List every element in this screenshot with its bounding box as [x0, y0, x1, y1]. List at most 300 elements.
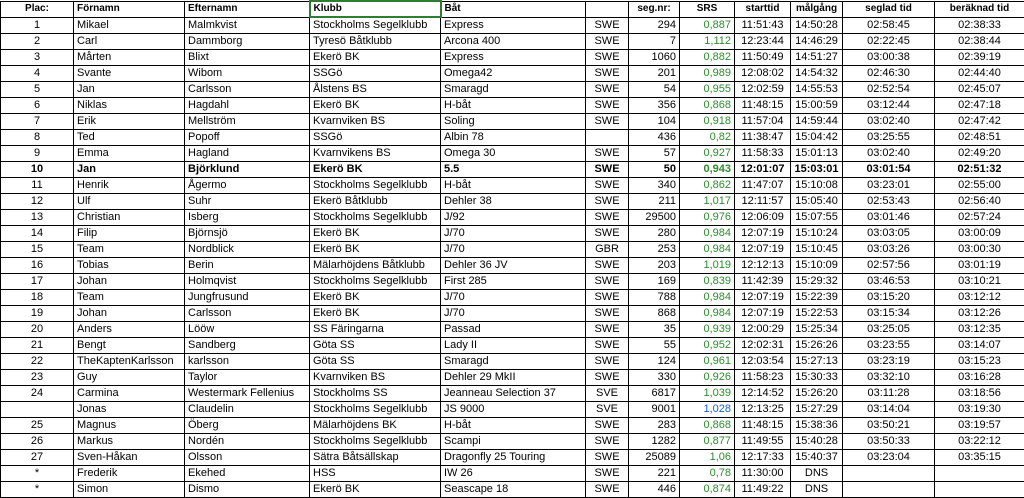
cell-beraknad[interactable]: 03:16:28 [935, 370, 1024, 386]
cell-starttid[interactable]: 12:06:09 [735, 210, 791, 226]
col-efternamn-header[interactable]: Efternamn [185, 1, 310, 17]
cell-starttid[interactable]: 12:11:57 [735, 194, 791, 210]
cell-segnr[interactable]: 283 [629, 418, 680, 434]
cell-beraknad[interactable] [935, 482, 1024, 498]
cell-seglad[interactable]: 03:00:38 [843, 50, 935, 66]
cell-land[interactable]: SWE [586, 450, 629, 466]
cell-malgang[interactable]: 14:50:28 [791, 17, 843, 34]
cell-bat[interactable]: Express [441, 17, 586, 34]
cell-malgang[interactable]: 15:22:53 [791, 306, 843, 322]
cell-land[interactable] [586, 130, 629, 146]
cell-efternamn[interactable]: Öberg [185, 418, 310, 434]
cell-seglad[interactable] [843, 466, 935, 482]
cell-efternamn[interactable]: Ågermo [185, 178, 310, 194]
cell-klubb[interactable]: Stockholms Segelklubb [310, 210, 441, 226]
cell-land[interactable]: SWE [586, 17, 629, 34]
cell-beraknad[interactable]: 03:12:12 [935, 290, 1024, 306]
cell-fornamn[interactable]: Jan [74, 162, 185, 178]
cell-klubb[interactable]: Kvarnviken BS [310, 114, 441, 130]
cell-srs[interactable]: 0,943 [680, 162, 735, 178]
cell-klubb[interactable]: Kvarnvikens BS [310, 146, 441, 162]
cell-malgang[interactable]: 15:26:26 [791, 338, 843, 354]
cell-srs[interactable]: 1,017 [680, 194, 735, 210]
cell-bat[interactable]: H-båt [441, 178, 586, 194]
cell-starttid[interactable]: 11:57:04 [735, 114, 791, 130]
cell-efternamn[interactable]: Popoff [185, 130, 310, 146]
col-starttid-header[interactable]: starttid [735, 1, 791, 17]
cell-efternamn[interactable]: Nordén [185, 434, 310, 450]
cell-beraknad[interactable]: 02:57:24 [935, 210, 1024, 226]
cell-seglad[interactable]: 03:14:04 [843, 402, 935, 418]
cell-seglad[interactable]: 03:03:05 [843, 226, 935, 242]
cell-beraknad[interactable]: 02:48:51 [935, 130, 1024, 146]
cell-klubb[interactable]: Ekerö BK [310, 290, 441, 306]
cell-efternamn[interactable]: Carlsson [185, 306, 310, 322]
cell-segnr[interactable]: 104 [629, 114, 680, 130]
cell-plac[interactable]: 5 [1, 82, 74, 98]
cell-fornamn[interactable]: TheKaptenKarlsson [74, 354, 185, 370]
cell-land[interactable]: SWE [586, 98, 629, 114]
cell-efternamn[interactable]: Westermark Fellenius [185, 386, 310, 402]
cell-srs[interactable]: 1,019 [680, 258, 735, 274]
cell-starttid[interactable]: 11:47:07 [735, 178, 791, 194]
cell-land[interactable]: SWE [586, 258, 629, 274]
cell-beraknad[interactable]: 02:47:18 [935, 98, 1024, 114]
cell-fornamn[interactable]: Johan [74, 274, 185, 290]
cell-klubb[interactable]: SSGö [310, 130, 441, 146]
cell-beraknad[interactable]: 02:47:42 [935, 114, 1024, 130]
cell-seglad[interactable]: 03:02:40 [843, 146, 935, 162]
cell-seglad[interactable]: 03:50:21 [843, 418, 935, 434]
cell-segnr[interactable]: 54 [629, 82, 680, 98]
col-beraknad-header[interactable]: beräknad tid [935, 1, 1024, 17]
cell-seglad[interactable]: 03:11:28 [843, 386, 935, 402]
cell-plac[interactable]: 17 [1, 274, 74, 290]
cell-efternamn[interactable]: Malmkvist [185, 17, 310, 34]
cell-malgang[interactable]: 15:10:08 [791, 178, 843, 194]
cell-efternamn[interactable]: Ekehed [185, 466, 310, 482]
cell-segnr[interactable]: 868 [629, 306, 680, 322]
cell-srs[interactable]: 0,877 [680, 434, 735, 450]
cell-land[interactable]: SWE [586, 162, 629, 178]
cell-efternamn[interactable]: Jungfrusund [185, 290, 310, 306]
cell-beraknad[interactable]: 02:49:20 [935, 146, 1024, 162]
cell-klubb[interactable]: Stockholms Segelklubb [310, 178, 441, 194]
cell-srs[interactable]: 1,06 [680, 450, 735, 466]
cell-land[interactable]: SVE [586, 402, 629, 418]
cell-srs[interactable]: 0,926 [680, 370, 735, 386]
cell-plac[interactable]: 12 [1, 194, 74, 210]
cell-fornamn[interactable]: Team [74, 242, 185, 258]
cell-srs[interactable]: 0,984 [680, 226, 735, 242]
cell-srs[interactable]: 0,862 [680, 178, 735, 194]
cell-fornamn[interactable]: Jonas [74, 402, 185, 418]
cell-fornamn[interactable]: Markus [74, 434, 185, 450]
cell-starttid[interactable]: 11:58:33 [735, 146, 791, 162]
cell-malgang[interactable]: 15:29:32 [791, 274, 843, 290]
cell-starttid[interactable]: 12:01:07 [735, 162, 791, 178]
cell-land[interactable]: SWE [586, 466, 629, 482]
cell-srs[interactable]: 1,112 [680, 34, 735, 50]
cell-plac[interactable]: 18 [1, 290, 74, 306]
cell-bat[interactable]: Dehler 36 JV [441, 258, 586, 274]
cell-starttid[interactable]: 12:14:52 [735, 386, 791, 402]
cell-starttid[interactable]: 12:07:19 [735, 306, 791, 322]
cell-srs[interactable]: 0,82 [680, 130, 735, 146]
cell-beraknad[interactable]: 03:01:19 [935, 258, 1024, 274]
cell-fornamn[interactable]: Ulf [74, 194, 185, 210]
col-seglad-header[interactable]: seglad tid [843, 1, 935, 17]
cell-land[interactable]: SWE [586, 322, 629, 338]
cell-seglad[interactable]: 03:23:55 [843, 338, 935, 354]
cell-plac[interactable]: 19 [1, 306, 74, 322]
cell-malgang[interactable]: 15:10:24 [791, 226, 843, 242]
cell-land[interactable]: SWE [586, 50, 629, 66]
cell-starttid[interactable]: 12:07:19 [735, 290, 791, 306]
cell-plac[interactable]: * [1, 466, 74, 482]
cell-plac[interactable]: 2 [1, 34, 74, 50]
cell-bat[interactable]: Smaragd [441, 354, 586, 370]
cell-segnr[interactable]: 6817 [629, 386, 680, 402]
cell-land[interactable]: SWE [586, 306, 629, 322]
cell-fornamn[interactable]: Frederik [74, 466, 185, 482]
cell-plac[interactable]: * [1, 482, 74, 498]
cell-srs[interactable]: 0,939 [680, 322, 735, 338]
col-fornamn-header[interactable]: Förnamn [74, 1, 185, 17]
cell-starttid[interactable]: 12:02:59 [735, 82, 791, 98]
cell-srs[interactable]: 0,961 [680, 354, 735, 370]
cell-segnr[interactable]: 253 [629, 242, 680, 258]
cell-plac[interactable]: 27 [1, 450, 74, 466]
cell-fornamn[interactable]: Sven-Håkan [74, 450, 185, 466]
cell-klubb[interactable]: Ekerö BK [310, 50, 441, 66]
cell-bat[interactable]: Scampi [441, 434, 586, 450]
cell-bat[interactable]: J/70 [441, 306, 586, 322]
cell-seglad[interactable]: 03:23:19 [843, 354, 935, 370]
cell-segnr[interactable]: 221 [629, 466, 680, 482]
cell-klubb[interactable]: Ekerö BK [310, 482, 441, 498]
cell-srs[interactable]: 0,952 [680, 338, 735, 354]
cell-plac[interactable]: 16 [1, 258, 74, 274]
cell-seglad[interactable]: 03:25:05 [843, 322, 935, 338]
cell-starttid[interactable]: 11:51:43 [735, 17, 791, 34]
cell-bat[interactable]: Lady II [441, 338, 586, 354]
cell-segnr[interactable]: 7 [629, 34, 680, 50]
col-segnr-header[interactable]: seg.nr: [629, 1, 680, 17]
cell-efternamn[interactable]: Björklund [185, 162, 310, 178]
cell-plac[interactable]: 1 [1, 17, 74, 34]
cell-land[interactable]: SWE [586, 194, 629, 210]
cell-srs[interactable]: 0,887 [680, 17, 735, 34]
cell-seglad[interactable]: 03:01:46 [843, 210, 935, 226]
cell-fornamn[interactable]: Anders [74, 322, 185, 338]
cell-beraknad[interactable]: 02:55:00 [935, 178, 1024, 194]
cell-seglad[interactable]: 03:12:44 [843, 98, 935, 114]
cell-srs[interactable]: 0,976 [680, 210, 735, 226]
cell-malgang[interactable]: 15:38:36 [791, 418, 843, 434]
cell-seglad[interactable]: 02:46:30 [843, 66, 935, 82]
cell-malgang[interactable]: 15:00:59 [791, 98, 843, 114]
cell-efternamn[interactable]: Mellström [185, 114, 310, 130]
cell-bat[interactable]: Seascape 18 [441, 482, 586, 498]
cell-klubb[interactable]: Tyresö Båtklubb [310, 34, 441, 50]
cell-seglad[interactable]: 03:03:26 [843, 242, 935, 258]
cell-beraknad[interactable]: 03:00:09 [935, 226, 1024, 242]
cell-klubb[interactable]: HSS [310, 466, 441, 482]
cell-klubb[interactable]: SS Färingarna [310, 322, 441, 338]
cell-seglad[interactable]: 03:15:20 [843, 290, 935, 306]
cell-malgang[interactable]: 15:40:37 [791, 450, 843, 466]
cell-efternamn[interactable]: Wibom [185, 66, 310, 82]
cell-starttid[interactable]: 12:17:33 [735, 450, 791, 466]
cell-malgang[interactable]: DNS [791, 466, 843, 482]
cell-land[interactable]: SWE [586, 146, 629, 162]
cell-starttid[interactable]: 11:49:55 [735, 434, 791, 450]
cell-segnr[interactable]: 201 [629, 66, 680, 82]
cell-segnr[interactable]: 35 [629, 322, 680, 338]
cell-beraknad[interactable]: 03:35:15 [935, 450, 1024, 466]
cell-beraknad[interactable]: 03:12:35 [935, 322, 1024, 338]
col-malgang-header[interactable]: målgång [791, 1, 843, 17]
cell-malgang[interactable]: 15:40:28 [791, 434, 843, 450]
cell-beraknad[interactable]: 03:19:57 [935, 418, 1024, 434]
cell-malgang[interactable]: 15:07:55 [791, 210, 843, 226]
cell-malgang[interactable]: 15:25:34 [791, 322, 843, 338]
cell-klubb[interactable]: Ekerö BK [310, 306, 441, 322]
cell-segnr[interactable]: 1060 [629, 50, 680, 66]
cell-starttid[interactable]: 12:07:19 [735, 226, 791, 242]
cell-bat[interactable]: H-båt [441, 98, 586, 114]
cell-efternamn[interactable]: Lööw [185, 322, 310, 338]
cell-malgang[interactable]: 15:30:33 [791, 370, 843, 386]
cell-land[interactable]: SWE [586, 274, 629, 290]
cell-segnr[interactable]: 57 [629, 146, 680, 162]
cell-fornamn[interactable]: Henrik [74, 178, 185, 194]
col-plac-header[interactable]: Plac: [1, 1, 74, 17]
cell-malgang[interactable]: 15:10:09 [791, 258, 843, 274]
cell-segnr[interactable]: 436 [629, 130, 680, 146]
cell-efternamn[interactable]: Hagland [185, 146, 310, 162]
cell-land[interactable]: SWE [586, 418, 629, 434]
cell-efternamn[interactable]: Dammborg [185, 34, 310, 50]
cell-plac[interactable]: 13 [1, 210, 74, 226]
cell-fornamn[interactable]: Emma [74, 146, 185, 162]
cell-efternamn[interactable]: karlsson [185, 354, 310, 370]
cell-starttid[interactable]: 12:00:29 [735, 322, 791, 338]
cell-klubb[interactable]: Sätra Båtsällskap [310, 450, 441, 466]
cell-bat[interactable]: J/70 [441, 242, 586, 258]
cell-starttid[interactable]: 11:50:49 [735, 50, 791, 66]
cell-malgang[interactable]: 15:22:39 [791, 290, 843, 306]
cell-segnr[interactable]: 50 [629, 162, 680, 178]
cell-efternamn[interactable]: Isberg [185, 210, 310, 226]
cell-klubb[interactable]: Stockholms Segelklubb [310, 17, 441, 34]
cell-plac[interactable]: 4 [1, 66, 74, 82]
cell-malgang[interactable]: 15:27:29 [791, 402, 843, 418]
cell-srs[interactable]: 1,028 [680, 402, 735, 418]
cell-seglad[interactable]: 02:57:56 [843, 258, 935, 274]
cell-fornamn[interactable]: Tobias [74, 258, 185, 274]
cell-efternamn[interactable]: Suhr [185, 194, 310, 210]
cell-malgang[interactable]: 15:03:01 [791, 162, 843, 178]
cell-srs[interactable]: 1,039 [680, 386, 735, 402]
cell-bat[interactable]: J/92 [441, 210, 586, 226]
cell-segnr[interactable]: 330 [629, 370, 680, 386]
cell-bat[interactable]: Smaragd [441, 82, 586, 98]
cell-plac[interactable]: 25 [1, 418, 74, 434]
cell-fornamn[interactable]: Niklas [74, 98, 185, 114]
cell-beraknad[interactable]: 03:18:56 [935, 386, 1024, 402]
cell-fornamn[interactable]: Bengt [74, 338, 185, 354]
cell-segnr[interactable]: 280 [629, 226, 680, 242]
cell-seglad[interactable]: 02:22:45 [843, 34, 935, 50]
cell-plac[interactable]: 20 [1, 322, 74, 338]
cell-starttid[interactable]: 12:12:13 [735, 258, 791, 274]
cell-malgang[interactable]: 14:59:44 [791, 114, 843, 130]
cell-land[interactable]: SWE [586, 338, 629, 354]
cell-klubb[interactable]: Mälarhöjdens BK [310, 418, 441, 434]
cell-beraknad[interactable]: 02:45:07 [935, 82, 1024, 98]
cell-plac[interactable]: 6 [1, 98, 74, 114]
cell-segnr[interactable]: 169 [629, 274, 680, 290]
cell-klubb[interactable]: Stockholms SS [310, 386, 441, 402]
cell-bat[interactable]: 5.5 [441, 162, 586, 178]
cell-seglad[interactable]: 02:53:43 [843, 194, 935, 210]
cell-plac[interactable]: 9 [1, 146, 74, 162]
cell-efternamn[interactable]: Blixt [185, 50, 310, 66]
cell-plac[interactable]: 23 [1, 370, 74, 386]
cell-bat[interactable]: Passad [441, 322, 586, 338]
cell-klubb[interactable]: Kvarnviken BS [310, 370, 441, 386]
cell-segnr[interactable]: 1282 [629, 434, 680, 450]
cell-bat[interactable]: IW 26 [441, 466, 586, 482]
cell-srs[interactable]: 0,918 [680, 114, 735, 130]
cell-fornamn[interactable]: Erik [74, 114, 185, 130]
cell-beraknad[interactable]: 03:10:21 [935, 274, 1024, 290]
cell-srs[interactable]: 0,955 [680, 82, 735, 98]
cell-klubb[interactable]: Ålstens BS [310, 82, 441, 98]
cell-beraknad[interactable]: 03:12:26 [935, 306, 1024, 322]
cell-starttid[interactable]: 11:48:15 [735, 98, 791, 114]
cell-starttid[interactable]: 11:30:00 [735, 466, 791, 482]
cell-srs[interactable]: 0,868 [680, 418, 735, 434]
cell-beraknad[interactable]: 03:14:07 [935, 338, 1024, 354]
cell-beraknad[interactable]: 02:39:19 [935, 50, 1024, 66]
cell-land[interactable]: SWE [586, 66, 629, 82]
cell-plac[interactable]: 10 [1, 162, 74, 178]
cell-segnr[interactable]: 788 [629, 290, 680, 306]
cell-bat[interactable]: Arcona 400 [441, 34, 586, 50]
col-land-header[interactable] [586, 1, 629, 17]
cell-segnr[interactable]: 25089 [629, 450, 680, 466]
cell-bat[interactable]: J/70 [441, 226, 586, 242]
cell-seglad[interactable]: 02:58:45 [843, 17, 935, 34]
cell-beraknad[interactable]: 03:00:30 [935, 242, 1024, 258]
cell-plac[interactable]: 24 [1, 386, 74, 402]
cell-beraknad[interactable]: 03:15:23 [935, 354, 1024, 370]
cell-fornamn[interactable]: Svante [74, 66, 185, 82]
cell-seglad[interactable]: 03:02:40 [843, 114, 935, 130]
cell-starttid[interactable]: 12:23:44 [735, 34, 791, 50]
cell-bat[interactable]: H-båt [441, 418, 586, 434]
cell-srs[interactable]: 0,882 [680, 50, 735, 66]
cell-land[interactable]: SWE [586, 210, 629, 226]
cell-bat[interactable]: Soling [441, 114, 586, 130]
cell-fornamn[interactable]: Magnus [74, 418, 185, 434]
cell-segnr[interactable]: 29500 [629, 210, 680, 226]
cell-srs[interactable]: 0,839 [680, 274, 735, 290]
cell-seglad[interactable]: 02:52:54 [843, 82, 935, 98]
cell-land[interactable]: SWE [586, 482, 629, 498]
cell-land[interactable]: SWE [586, 82, 629, 98]
cell-plac[interactable]: 3 [1, 50, 74, 66]
cell-seglad[interactable]: 03:25:55 [843, 130, 935, 146]
cell-plac[interactable]: 7 [1, 114, 74, 130]
cell-plac[interactable]: 8 [1, 130, 74, 146]
cell-srs[interactable]: 0,989 [680, 66, 735, 82]
cell-plac[interactable]: 11 [1, 178, 74, 194]
cell-efternamn[interactable]: Hagdahl [185, 98, 310, 114]
cell-fornamn[interactable]: Mikael [74, 17, 185, 34]
cell-efternamn[interactable]: Björnsjö [185, 226, 310, 242]
cell-srs[interactable]: 0,78 [680, 466, 735, 482]
cell-fornamn[interactable]: Johan [74, 306, 185, 322]
cell-efternamn[interactable]: Olsson [185, 450, 310, 466]
cell-beraknad[interactable]: 02:38:33 [935, 17, 1024, 34]
cell-malgang[interactable]: DNS [791, 482, 843, 498]
cell-malgang[interactable]: 14:46:29 [791, 34, 843, 50]
cell-starttid[interactable]: 12:02:31 [735, 338, 791, 354]
cell-srs[interactable]: 0,874 [680, 482, 735, 498]
cell-bat[interactable]: JS 9000 [441, 402, 586, 418]
cell-klubb[interactable]: Ekerö Båtklubb [310, 194, 441, 210]
cell-land[interactable]: SWE [586, 434, 629, 450]
cell-fornamn[interactable]: Christian [74, 210, 185, 226]
col-klubb-header[interactable]: Klubb [310, 1, 441, 17]
cell-seglad[interactable]: 03:46:53 [843, 274, 935, 290]
cell-segnr[interactable]: 294 [629, 17, 680, 34]
cell-land[interactable]: SWE [586, 178, 629, 194]
cell-starttid[interactable]: 11:38:47 [735, 130, 791, 146]
cell-malgang[interactable]: 14:51:27 [791, 50, 843, 66]
cell-malgang[interactable]: 15:05:40 [791, 194, 843, 210]
cell-klubb[interactable]: Ekerö BK [310, 98, 441, 114]
cell-segnr[interactable]: 211 [629, 194, 680, 210]
cell-segnr[interactable]: 9001 [629, 402, 680, 418]
cell-land[interactable]: SWE [586, 226, 629, 242]
cell-efternamn[interactable]: Nordblick [185, 242, 310, 258]
cell-malgang[interactable]: 15:27:13 [791, 354, 843, 370]
cell-klubb[interactable]: Göta SS [310, 354, 441, 370]
cell-segnr[interactable]: 340 [629, 178, 680, 194]
cell-srs[interactable]: 0,984 [680, 242, 735, 258]
cell-bat[interactable]: Dragonfly 25 Touring [441, 450, 586, 466]
cell-bat[interactable]: Omega 30 [441, 146, 586, 162]
cell-klubb[interactable]: SSGö [310, 66, 441, 82]
cell-bat[interactable]: Dehler 29 MkII [441, 370, 586, 386]
cell-malgang[interactable]: 14:54:32 [791, 66, 843, 82]
cell-malgang[interactable]: 15:04:42 [791, 130, 843, 146]
cell-starttid[interactable]: 12:03:54 [735, 354, 791, 370]
cell-land[interactable]: GBR [586, 242, 629, 258]
cell-segnr[interactable]: 356 [629, 98, 680, 114]
cell-klubb[interactable]: Ekerö BK [310, 162, 441, 178]
cell-beraknad[interactable]: 02:56:40 [935, 194, 1024, 210]
cell-fornamn[interactable]: Team [74, 290, 185, 306]
cell-malgang[interactable]: 15:26:20 [791, 386, 843, 402]
cell-seglad[interactable]: 03:23:01 [843, 178, 935, 194]
cell-seglad[interactable]: 03:23:04 [843, 450, 935, 466]
